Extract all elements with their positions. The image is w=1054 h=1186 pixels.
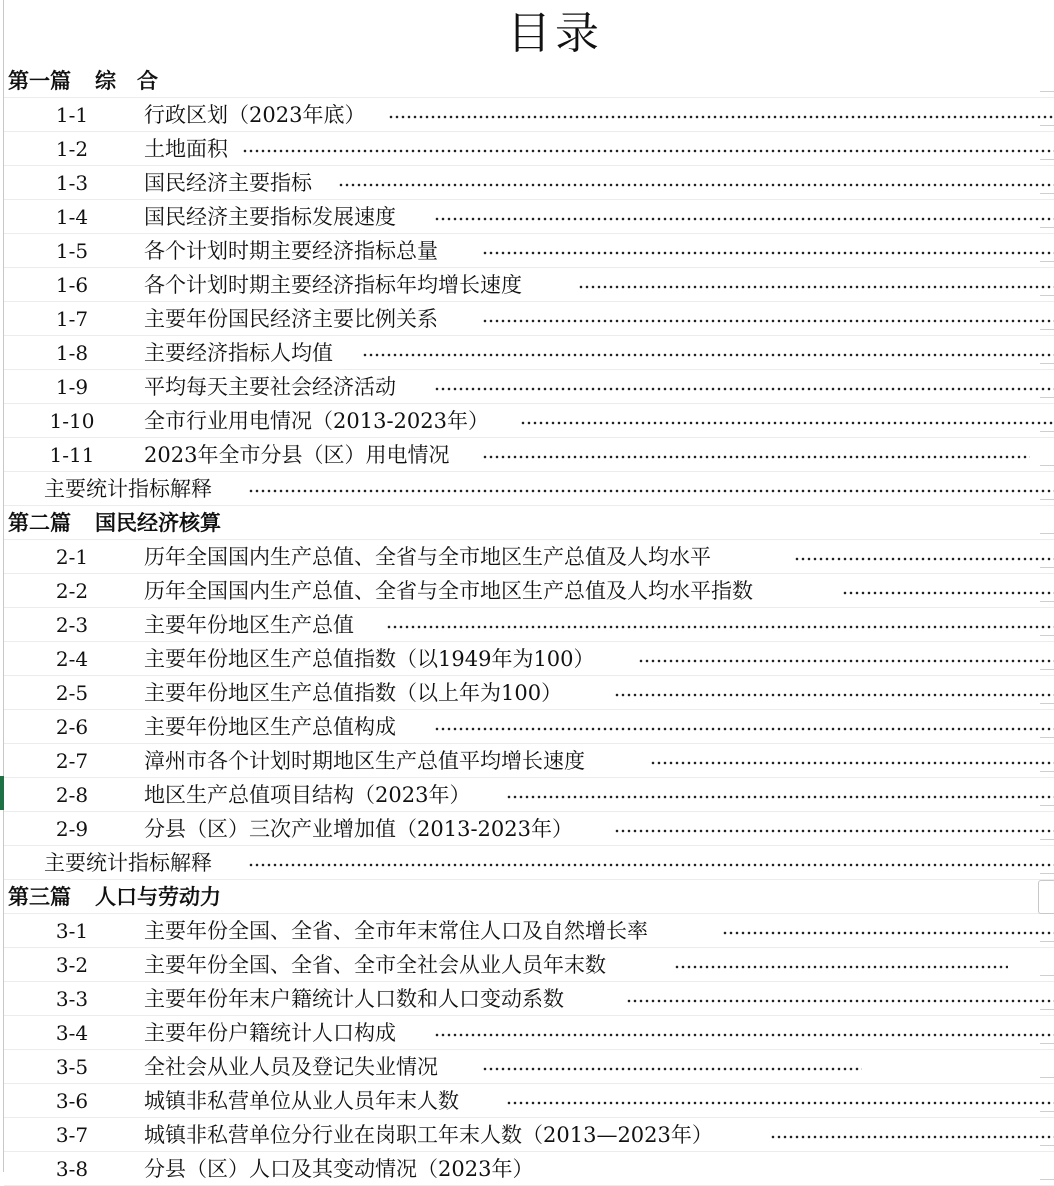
dot-leader xyxy=(386,625,1054,629)
dot-leader xyxy=(242,149,1054,153)
entry-code: 3-1 xyxy=(55,919,89,943)
entry-code: 1-6 xyxy=(55,273,89,297)
toc-entry[interactable] xyxy=(0,1118,1054,1152)
section-title: 人口与劳动力 xyxy=(95,884,221,909)
entry-text: 主要年份地区生产总值指数（以上年为100） xyxy=(144,681,563,705)
dot-leader xyxy=(482,251,1054,255)
entry-text: 漳州市各个计划时期地区生产总值平均增长速度 xyxy=(144,749,585,773)
entry-text: 主要年份地区生产总值 xyxy=(144,613,354,637)
entry-code: 2-7 xyxy=(55,749,89,773)
entry-code: 1-5 xyxy=(55,239,89,263)
entry-text: 分县（区）三次产业增加值（2013-2023年） xyxy=(144,817,573,841)
entry-text: 主要年份地区生产总值构成 xyxy=(144,715,396,739)
section-heading[interactable] xyxy=(0,506,1054,540)
section-number: 第一篇 xyxy=(8,68,71,93)
entry-code: 1-9 xyxy=(55,375,89,399)
dot-leader xyxy=(770,1135,1054,1139)
toc-entry[interactable] xyxy=(0,608,1054,642)
toc-entry[interactable] xyxy=(0,234,1054,268)
entry-code: 2-8 xyxy=(55,783,89,807)
dot-leader xyxy=(434,1033,1054,1037)
dot-leader xyxy=(434,387,1054,391)
dot-leader xyxy=(614,693,1054,697)
toc-entry[interactable] xyxy=(0,166,1054,200)
toc-entry[interactable] xyxy=(0,132,1054,166)
entry-text: 各个计划时期主要经济指标总量 xyxy=(144,239,438,263)
dot-leader xyxy=(482,319,1054,323)
toc-entry[interactable] xyxy=(0,438,1054,472)
toc-entry[interactable] xyxy=(0,98,1054,132)
entry-code: 3-8 xyxy=(55,1157,89,1181)
entry-text: 国民经济主要指标 xyxy=(144,171,312,195)
toc-entry[interactable] xyxy=(0,1084,1054,1118)
entry-code: 3-2 xyxy=(55,953,89,977)
entry-code: 3-4 xyxy=(55,1021,89,1045)
dot-leader xyxy=(722,931,1054,935)
entry-code: 1-10 xyxy=(49,409,95,433)
toc-entry[interactable] xyxy=(0,812,1054,846)
entry-code: 2-6 xyxy=(55,715,89,739)
entry-code: 2-9 xyxy=(55,817,89,841)
entry-text: 国民经济主要指标发展速度 xyxy=(144,205,396,229)
section-title: 综 合 xyxy=(95,68,158,93)
entry-text: 各个计划时期主要经济指标年均增长速度 xyxy=(144,273,522,297)
dot-leader xyxy=(388,115,1054,119)
entry-text: 历年全国国内生产总值、全省与全市地区生产总值及人均水平 xyxy=(144,545,711,569)
entry-code: 2-2 xyxy=(55,579,89,603)
toc-entry[interactable] xyxy=(0,710,1054,744)
section-title: 国民经济核算 xyxy=(95,510,221,535)
entry-code: 1-8 xyxy=(55,341,89,365)
entry-text: 分县（区）人口及其变动情况（2023年） xyxy=(144,1157,534,1181)
entry-text: 主要年份全国、全省、全市全社会从业人员年末数 xyxy=(144,953,606,977)
toc-entry[interactable] xyxy=(0,302,1054,336)
note-text: 主要统计指标解释 xyxy=(44,477,212,501)
toc-entry[interactable] xyxy=(0,268,1054,302)
toc-entry[interactable] xyxy=(0,370,1054,404)
entry-code: 1-2 xyxy=(55,137,89,161)
statistics-note[interactable] xyxy=(0,846,1054,880)
entry-text: 城镇非私营单位从业人员年末人数 xyxy=(144,1089,459,1113)
entry-text: 地区生产总值项目结构（2023年） xyxy=(144,783,471,807)
statistics-note[interactable] xyxy=(0,472,1054,506)
dot-leader xyxy=(248,489,1054,493)
dot-leader xyxy=(794,557,1054,561)
dot-leader xyxy=(638,659,1054,663)
entry-code: 3-3 xyxy=(55,987,89,1011)
entry-code: 3-6 xyxy=(55,1089,89,1113)
toc-entry[interactable] xyxy=(0,948,1054,982)
dot-leader xyxy=(434,217,1054,221)
toc-entry[interactable] xyxy=(0,404,1054,438)
entry-text: 平均每天主要社会经济活动 xyxy=(144,375,396,399)
dot-leader xyxy=(650,761,1054,765)
entry-code: 2-3 xyxy=(55,613,89,637)
dot-leader xyxy=(362,353,1054,357)
toc-entry[interactable] xyxy=(0,200,1054,234)
page-title: 目录 xyxy=(507,8,603,59)
toc-entry[interactable] xyxy=(0,676,1054,710)
entry-code: 2-5 xyxy=(55,681,89,705)
section-number: 第二篇 xyxy=(8,510,71,535)
entry-text: 主要经济指标人均值 xyxy=(144,341,333,365)
dot-leader xyxy=(248,863,1054,867)
entry-code: 3-7 xyxy=(55,1123,89,1147)
dot-leader xyxy=(842,591,1054,595)
dot-leader xyxy=(614,829,1054,833)
entry-text: 主要年份年末户籍统计人口数和人口变动系数 xyxy=(144,987,564,1011)
entry-code: 1-4 xyxy=(55,205,89,229)
toc-entry[interactable] xyxy=(0,982,1054,1016)
toc-entry[interactable] xyxy=(0,642,1054,676)
dot-leader xyxy=(338,183,1054,187)
toc-entry[interactable] xyxy=(0,914,1054,948)
entry-code: 3-5 xyxy=(55,1055,89,1079)
dot-leader xyxy=(434,727,1054,731)
entry-code: 1-7 xyxy=(55,307,89,331)
note-text: 主要统计指标解释 xyxy=(44,851,212,875)
dot-leader xyxy=(674,965,1008,969)
toc-entry[interactable] xyxy=(0,336,1054,370)
entry-text: 主要年份全国、全省、全市年末常住人口及自然增长率 xyxy=(144,919,648,943)
entry-text: 主要年份户籍统计人口构成 xyxy=(144,1021,396,1045)
toc-entry[interactable] xyxy=(0,1050,1054,1084)
entry-text: 全市行业用电情况（2013-2023年） xyxy=(144,409,489,433)
entry-text: 历年全国国内生产总值、全省与全市地区生产总值及人均水平指数 xyxy=(144,579,753,603)
toc-entry[interactable] xyxy=(0,1016,1054,1050)
entry-code: 1-1 xyxy=(55,103,89,127)
dot-leader xyxy=(520,421,1054,425)
entry-text: 主要年份国民经济主要比例关系 xyxy=(144,307,438,331)
dot-leader xyxy=(626,999,1054,1003)
toc-entry[interactable] xyxy=(0,574,1054,608)
entry-text: 土地面积 xyxy=(144,137,228,161)
section-number: 第三篇 xyxy=(8,884,71,909)
entry-text: 主要年份地区生产总值指数（以1949年为100） xyxy=(144,647,595,671)
dot-leader xyxy=(506,795,1054,799)
section-heading[interactable] xyxy=(0,880,1054,914)
section-heading[interactable] xyxy=(0,64,1054,98)
dot-leader xyxy=(506,1101,1054,1105)
toc-entry[interactable] xyxy=(0,540,1054,574)
entry-text: 行政区划（2023年底） xyxy=(144,103,366,127)
toc-entry[interactable] xyxy=(0,744,1054,778)
dot-leader xyxy=(482,455,1030,459)
toc-entry[interactable] xyxy=(0,1152,1054,1186)
entry-text: 城镇非私营单位分行业在岗职工年末人数（2013—2023年） xyxy=(144,1123,713,1147)
dot-leader xyxy=(482,1067,862,1071)
toc-entry[interactable] xyxy=(0,778,1054,812)
dot-leader xyxy=(578,285,1054,289)
entry-code: 1-3 xyxy=(55,171,89,195)
entry-code: 2-1 xyxy=(55,545,89,569)
entry-text: 全社会从业人员及登记失业情况 xyxy=(144,1055,438,1079)
entry-code: 2-4 xyxy=(55,647,89,671)
entry-code: 1-11 xyxy=(49,443,95,467)
entry-text: 2023年全市分县（区）用电情况 xyxy=(144,443,450,467)
